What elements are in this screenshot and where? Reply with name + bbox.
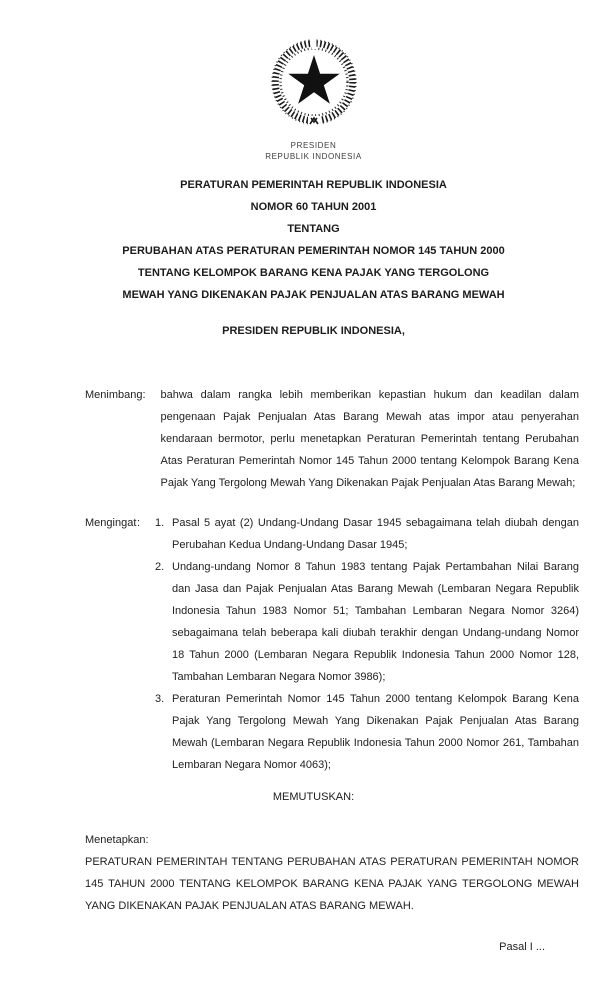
mengingat-item-2	[155, 556, 579, 688]
title-line-6: MEWAH YANG DIKENAKAN PAJAK PENJUALAN ATAS BARANG MEWAH	[122, 289, 505, 301]
seal-caption-line1: PRESIDEN	[290, 141, 337, 150]
title-block	[48, 174, 579, 306]
menimbang-text: bahwa dalam rangka lebih memberikan kepastian hukum dan keadilan dalam pengenaan Pajak Penjualan Atas Barang Mewah atas impor atau penyerahan kendaraan bermotor, perlu menetapkan Peraturan Pemerintah tentang Perubahan Atas Peraturan Pemerintah Nomor 145 Tahun 2000 tentang Kelompok Barang Kena Pajak Yang Tergolong Mewah Yang Dikenakan Pajak Penjualan Atas Barang Mewah;	[160, 389, 579, 489]
title-line-5: TENTANG KELOMPOK BARANG KENA PAJAK YANG TERGOLONG	[137, 267, 490, 279]
title-line-1: PERATURAN PEMERINTAH REPUBLIK INDONESIA	[180, 179, 447, 191]
item-number: 2.	[155, 561, 165, 573]
mengingat-item-3	[155, 688, 579, 776]
star-icon	[288, 55, 339, 104]
catchword-pasal: Pasal I ...	[499, 941, 545, 953]
seal-caption-line2: REPUBLIK INDONESIA	[265, 152, 362, 161]
mengingat-list	[155, 512, 579, 776]
mengingat-item-1	[155, 512, 579, 556]
title-line-4: PERUBAHAN ATAS PERATURAN PEMERINTAH NOMOR 145 TAHUN 2000	[122, 245, 505, 257]
mengingat-colon: :	[137, 517, 141, 529]
salutation: PRESIDEN REPUBLIK INDONESIA,	[222, 325, 405, 337]
seal-caption	[48, 140, 579, 162]
menetapkan-label: Menetapkan:	[85, 834, 149, 846]
mengingat-section	[85, 512, 579, 776]
item-text: Undang-undang Nomor 8 Tahun 1983 tentang Pajak Pertambahan Nilai Barang dan Jasa dan Pajak Penjualan Atas Barang Mewah (Lembaran Negara Republik Indonesia Tahun 1983 Nomor 51; Tambahan Lembaran Negara Nomor 3264) sebagaimana telah beberapa kali diubah terakhir dengan Undang-undang Nomor 18 Tahun 2000 (Lembaran Negara Republik Indonesia Tahun 2000 Nomor 128, Tambahan Lembaran Negara Nomor 3986);	[172, 561, 579, 683]
item-number: 1.	[155, 517, 165, 529]
memutuskan-heading: MEMUTUSKAN:	[272, 791, 355, 803]
menimbang-section	[85, 384, 579, 494]
item-text: Pasal 5 ayat (2) Undang-Undang Dasar 1945 sebagaimana telah diubah dengan Perubahan Kedua Undang-Undang Dasar 1945;	[172, 517, 579, 551]
presidential-seal-icon	[269, 38, 359, 130]
masthead	[48, 0, 579, 162]
menetapkan-section	[85, 829, 579, 917]
menetapkan-text: PERATURAN PEMERINTAH TENTANG PERUBAHAN ATAS PERATURAN PEMERINTAH NOMOR 145 TAHUN 2000 TENTANG KELOMPOK BARANG KENA PAJAK YANG TERGOLONG MEWAH YANG DIKENAKAN PAJAK PENJUALAN ATAS BARANG MEWAH.	[85, 856, 579, 912]
title-line-3: TENTANG	[287, 223, 340, 235]
item-text: Peraturan Pemerintah Nomor 145 Tahun 2000 tentang Kelompok Barang Kena Pajak Yang Tergolong Mewah Yang Dikenakan Pajak Penjualan Atas Barang Mewah (Lembaran Negara Republik Indonesia Tahun 2000 Nomor 261, Tambahan Lembaran Negara Nomor 4063);	[172, 693, 579, 771]
menimbang-colon: :	[142, 389, 146, 401]
mengingat-label: Mengingat	[85, 517, 137, 529]
title-line-2: NOMOR 60 TAHUN 2001	[250, 201, 377, 213]
menimbang-label: Menimbang	[85, 389, 143, 401]
item-number: 3.	[155, 693, 165, 705]
